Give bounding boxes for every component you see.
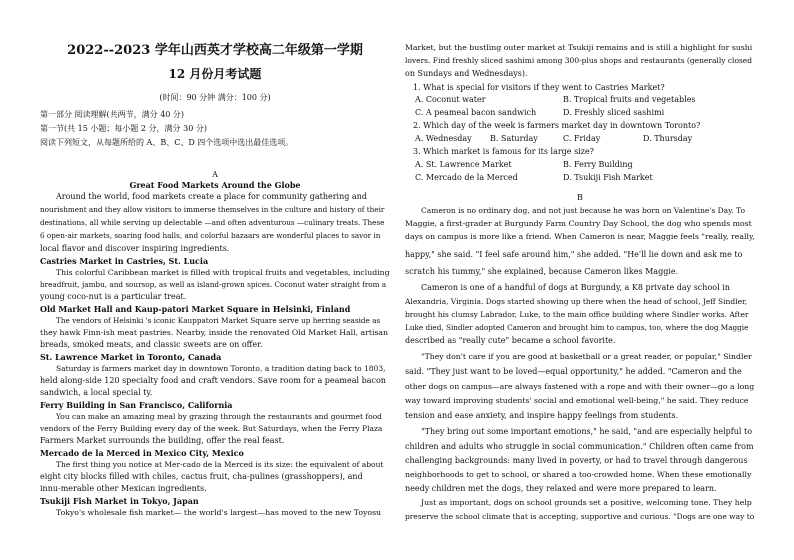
option: B. Ferry Building: [563, 160, 633, 169]
passage-line: described as "really cute" became a school favorite.: [405, 336, 616, 345]
passage-line: Around the world, food markets create a place for community gathering and: [56, 192, 367, 201]
option: D. Freshly sliced sashimi: [563, 108, 665, 117]
question: 2. Which day of the week is farmers market day in downtown Toronto?: [413, 121, 701, 130]
passage-line: said. "They just want to be loved—equal opportunity," he added. "Cameron and the: [405, 367, 742, 376]
option: C. Mercado de la Merced: [415, 173, 518, 182]
market-line: held along-side 120 specialty food and craft vendors. Save room for a peameal bacon: [40, 376, 386, 385]
passage-line: tension and ease anxiety, and inspire happy feelings from students.: [405, 411, 679, 420]
market-heading: Mercado de la Merced in Mexico City, Mexico: [40, 448, 244, 458]
passage-line: "They bring out some important emotions," he said, "and are especially helpful to: [421, 427, 753, 436]
passage-line: "They don't care if you are good at basketball or a great reader, or popular," Sindler: [421, 352, 752, 361]
market-heading: Castries Market in Castries, St. Lucia: [40, 256, 209, 266]
market-line: vendors of the Ferry Building every day of the week. But Saturdays, when the Ferry Plaza: [40, 424, 383, 433]
passage-line: lovers. Find freshly sliced sashimi among 300-plus shops and restaurants (generally closed: [405, 56, 753, 65]
market-heading: Old Market Hall and Kaup-patori Market Square in Helsinki, Finland: [40, 304, 351, 314]
option: A. St. Lawrence Market: [415, 160, 512, 169]
question: 3. Which market is famous for its large size?: [413, 147, 594, 156]
passage-letter: A: [212, 170, 218, 179]
passage-line: challenging backgrounds: many lived in poverty, or had to travel through dangerous: [405, 456, 748, 465]
exam-subtitle: 12 月份月考试题: [168, 67, 262, 81]
passage-line: scratch his tummy," she explained, because Cameron likes Maggie.: [405, 267, 679, 276]
passage-line: Luke died, Sindler adopted Cameron and brought him to campus, too, where the dog Maggie: [405, 323, 749, 332]
market-line: The vendors of Helsinki 's iconic Kauppatori Market Square serve up herring seaside as: [56, 316, 381, 325]
exam-meta: (时间：90 分钟 满分：100 分): [159, 93, 271, 102]
passage-line: Cameron is no ordinary dog, and not just because he was born on Valentine's Day. To: [421, 206, 746, 215]
market-line: they hawk Finn-ish meat pastries. Nearby, inside the renovated Old Market Hall, artisan: [40, 328, 389, 337]
passage-line: other dogs on campus—are always fastened with a rope and with their owner—go a long: [405, 382, 755, 391]
market-line: breads, smoked meats, and classic sweets are on offer.: [40, 340, 263, 349]
option: D. Thursday: [643, 134, 693, 143]
passage-line: children and adults who struggle in social communication." Children often came from: [405, 442, 754, 451]
passage-line: neighborhoods to get to school, or shared a too-crowded home. When these emotionally: [405, 470, 752, 479]
passage-line: destinations, all while serving up delectable —and often adventurous —culinary treats. These: [40, 218, 385, 227]
market-line: breadfruit, jambu, and soursop, as well as island-grown spices. Coconut water straight from a: [40, 280, 387, 289]
passage-line: Maggie, a first-grader at Burgundy Farm Country Day School, the dog who spends most: [405, 219, 752, 228]
passage-line: on Sundays and Wednesdays).: [405, 69, 528, 78]
market-heading: Ferry Building in San Francisco, California: [40, 400, 233, 410]
market-heading: Tsukiji Fish Market in Tokyo, Japan: [40, 496, 199, 506]
market-line: Tokyo's wholesale fish market— the world's largest—has moved to the new Toyosu: [56, 508, 382, 517]
passage-line: brought his clumsy Labrador, Luke, to the main office building where Sindler works. After: [405, 310, 749, 319]
passage-line: Market, but the bustling outer market at Tsukiji remains and is still a highlight for sushi: [405, 43, 753, 52]
passage-line: local flavor and discover inspiring ingredients.: [40, 244, 230, 253]
section-heading: 第一节(共 15 小题；每小题 2 分，满分 30 分): [40, 124, 207, 133]
option: C. Friday: [563, 134, 601, 143]
option: A. Wednesday: [415, 134, 472, 143]
passage-letter: B: [577, 193, 583, 202]
market-line: eight city blocks filled with chiles, cactus fruit, cha-pulines (grasshoppers), and: [40, 472, 363, 481]
market-line: You can make an amazing meal by grazing through the restaurants and gourmet food: [56, 412, 382, 421]
market-line: young coco-nut is a particular treat.: [40, 292, 187, 301]
instruction: 阅读下列短文，从每题所给的 A、B、C、D 四个选项中选出最佳选项。: [40, 138, 294, 147]
passage-line: Alexandria, Virginia. Dogs started showing up there when the head of school, Jeff Sindler,: [405, 297, 748, 306]
passage-line: preserve the school climate that is accepting, supportive and curious. "Dogs are one way to: [405, 512, 755, 521]
market-line: The first thing you notice at Mer-cado de la Merced is its size: the equivalent of about: [56, 460, 384, 469]
passage-line: days on campus is more like a friend. When Cameron is near, Maggie feels "really, really,: [405, 232, 755, 241]
option: D. Tsukiji Fish Market: [563, 173, 653, 182]
exam-title: 2022--2023 学年山西英才学校高二年级第一学期: [67, 43, 363, 58]
market-line: innu-merable other Mexican ingredients.: [40, 484, 207, 493]
option: B. Tropical fruits and vegetables: [563, 95, 696, 104]
passage-line: nourishment and they allow visitors to immerse themselves in the culture and history of their: [40, 205, 385, 214]
market-line: sandwich, a local special ty.: [40, 388, 153, 397]
market-heading: St. Lawrence Market in Toronto, Canada: [40, 352, 222, 362]
passage-title: Great Food Markets Around the Globe: [129, 180, 301, 190]
passage-line: 6 open-air markets, soaring food halls, and colorful bazaars are wonderful places to savor in: [40, 231, 381, 240]
option: C. A peameal bacon sandwich: [415, 108, 537, 117]
option: A. Coconut water: [415, 95, 486, 104]
passage-line: Cameron is one of a handful of dogs at Burgundy, a K8 private day school in: [421, 283, 730, 292]
market-line: Saturday is farmers market day in downtown Toronto, a tradition dating back to 1803,: [56, 364, 386, 373]
market-line: This colorful Caribbean market is filled with tropical fruits and vegetables, including: [56, 268, 390, 277]
passage-line: way toward improving students' social and emotional well-being," he said. They reduce: [405, 396, 749, 405]
passage-line: Just as important, dogs on school grounds set a positive, welcoming tone. They help: [421, 498, 752, 507]
passage-line: needy children met the dogs, they relaxed and were more prepared to learn.: [405, 484, 717, 493]
passage-line: happy," she said. "I feel safe around him," she added. "He'll lie down and ask me to: [405, 250, 743, 259]
market-line: Farmers Market surrounds the building, offer the real feast.: [40, 436, 285, 445]
question: 1. What is special for visitors if they went to Castries Market?: [413, 83, 665, 92]
option: B. Saturday: [490, 134, 538, 143]
part-heading: 第一部分 阅读理解(共两节，满分 40 分): [40, 110, 185, 119]
